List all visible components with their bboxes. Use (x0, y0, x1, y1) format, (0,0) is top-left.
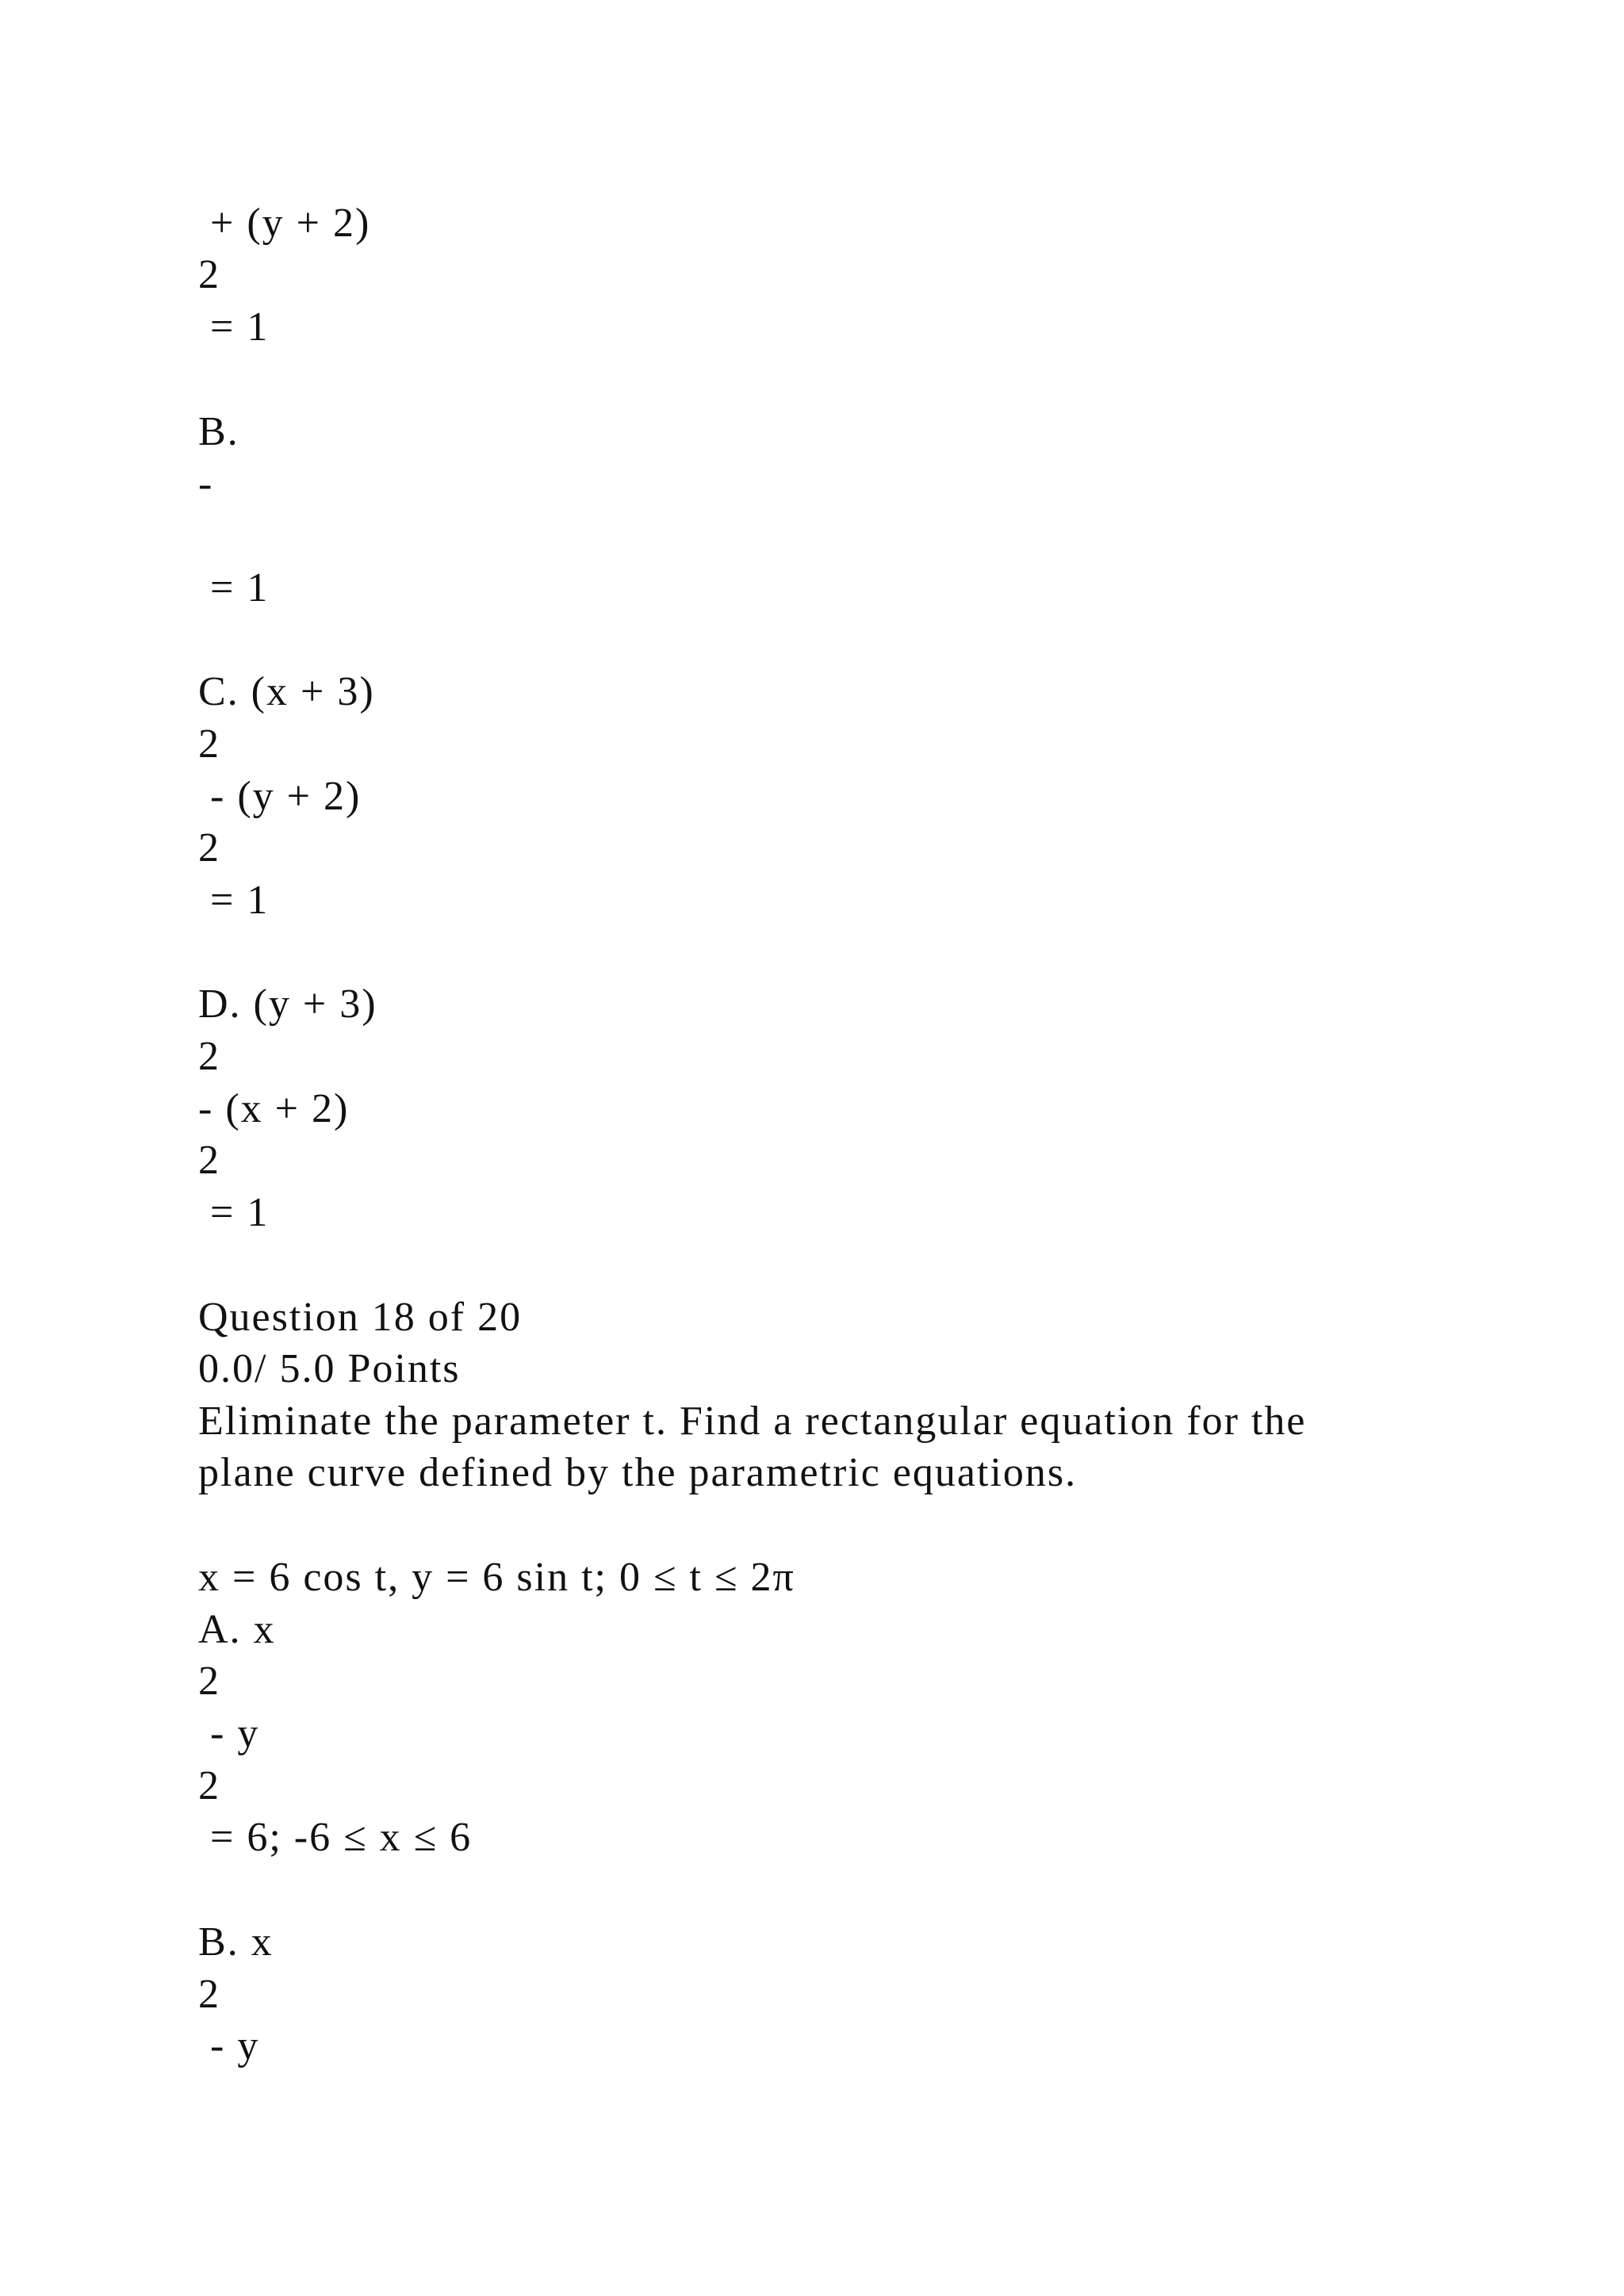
option-a-prev-exponent-y: 2 (198, 252, 220, 297)
option-d-prev-part-x: - (x + 2) (198, 1086, 350, 1131)
option-a-exponent-x: 2 (198, 1659, 220, 1704)
option-a-label: A. x (198, 1607, 276, 1652)
option-b-prev-minus: - (198, 461, 214, 507)
question-prompt-line-2: plane curve defined by the parametric equations. (198, 1450, 1078, 1495)
option-a-prev-equals: = 1 (198, 304, 270, 350)
option-d-prev-label: D. (y + 3) (198, 982, 377, 1027)
option-b-exponent-x: 2 (198, 1972, 220, 2017)
option-c-prev-equals: = 1 (198, 878, 270, 923)
option-d-prev-equals: = 1 (198, 1190, 270, 1235)
question-points: 0.0/ 5.0 Points (198, 1346, 461, 1391)
option-d-prev-exponent-y: 2 (198, 1034, 220, 1079)
question-equations: x = 6 cos t, y = 6 sin t; 0 ≤ t ≤ 2π (198, 1555, 795, 1600)
question-header: Question 18 of 20 (198, 1295, 523, 1340)
option-a-equals: = 6; -6 ≤ x ≤ 6 (198, 1815, 473, 1860)
option-a-part-y: - y (198, 1711, 260, 1756)
option-b-prev-equals: = 1 (198, 565, 270, 610)
option-c-prev-exponent-x: 2 (198, 721, 220, 767)
option-b-part-y: - y (198, 2023, 260, 2068)
option-c-prev-label: C. (x + 3) (198, 669, 375, 714)
option-c-prev-part-y: - (y + 2) (198, 774, 362, 819)
question-prompt-line-1: Eliminate the parameter t. Find a rectangular equation for the (198, 1399, 1307, 1444)
option-d-prev-exponent-x: 2 (198, 1138, 220, 1183)
option-c-prev-exponent-y: 2 (198, 825, 220, 871)
option-a-exponent-y: 2 (198, 1763, 220, 1808)
option-a-prev-part-y: + (y + 2) (198, 201, 371, 246)
option-b-label: B. x (198, 1919, 274, 1965)
option-b-prev-label: B. (198, 409, 239, 454)
